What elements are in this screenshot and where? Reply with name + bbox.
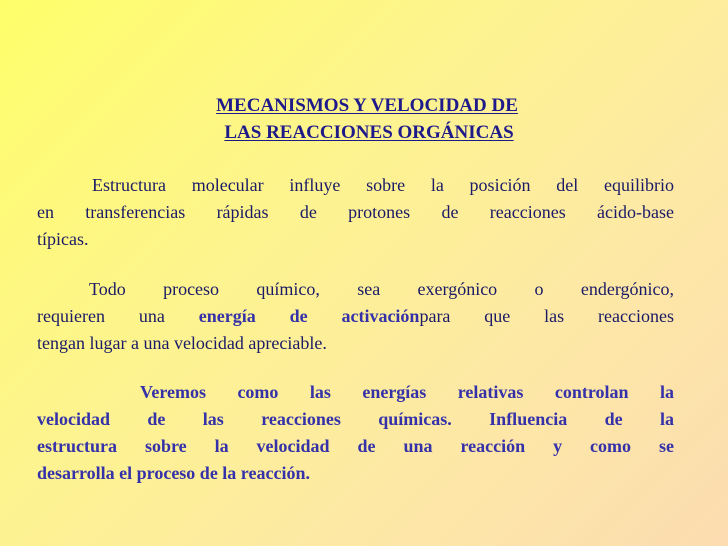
slide-title-line-2: LAS REACCIONES ORGÁNICAS xyxy=(224,122,514,143)
paragraph-text: requieren una xyxy=(37,306,199,326)
paragraph-line: estructura sobre la velocidad de una reacción y como se xyxy=(37,436,674,456)
paragraph-line xyxy=(37,172,674,199)
paragraph-equilibrium xyxy=(37,172,674,253)
paragraph-text: para que las reacciones xyxy=(419,306,675,326)
paragraph-text: Estructura molecular influye sobre la posición del equilibrio xyxy=(92,175,674,195)
paragraph-line: Todo proceso químico, sea exergónico o endergónico, xyxy=(89,279,674,299)
paragraph-line: tengan lugar a una velocidad apreciable. xyxy=(37,333,327,353)
paragraph-line: Veremos como las energías relativas controlan la xyxy=(140,382,674,402)
paragraph-activation-energy xyxy=(37,276,674,357)
paragraph-line: típicas. xyxy=(37,229,89,249)
slide-title-line-1: MECANISMOS Y VELOCIDAD DE xyxy=(216,95,518,116)
paragraph-line: velocidad de las reacciones químicas. Influencia de la xyxy=(37,409,674,429)
paragraph-reaction-rates xyxy=(37,379,674,487)
paragraph-line: desarrolla el proceso de la reacción. xyxy=(37,463,310,483)
paragraph-line xyxy=(37,303,674,330)
paragraph-line: en transferencias rápidas de protones de reacciones ácido-base xyxy=(37,202,674,222)
emphasis-activation-energy: energía de activación xyxy=(198,306,420,326)
